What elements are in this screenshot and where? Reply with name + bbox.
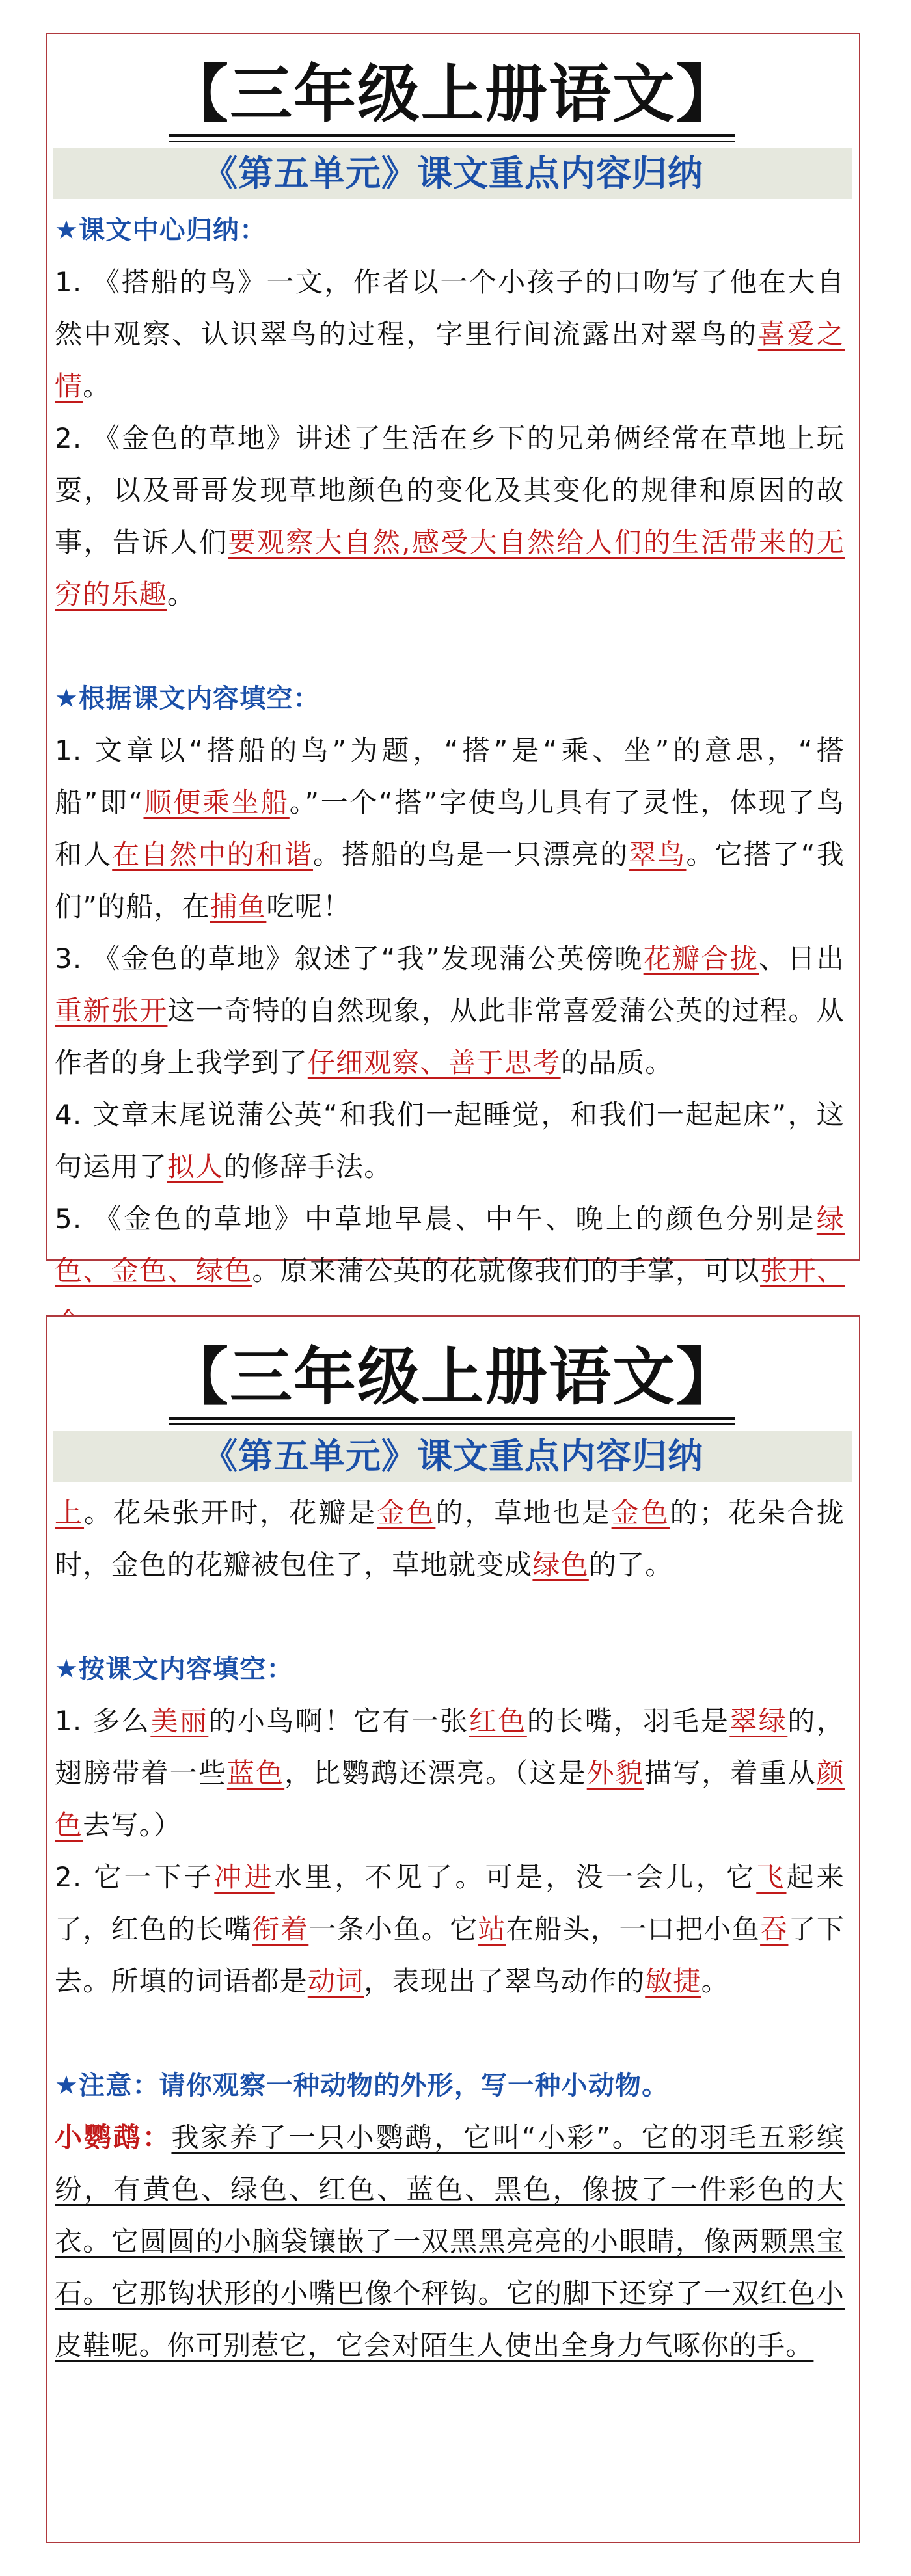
item-text: 了下去。所填的词语都是 (55, 1913, 845, 1997)
worksheet-page-2 (46, 1315, 860, 2543)
sample-text: 我家养了一只小鹦鹉，它叫“小彩”。它的羽毛五彩缤纷，有黄色、绿色、红色、蓝色、黑色，像披了一件彩色的大衣。它圆圆的小脑袋镶嵌了一双黑黑亮亮的小眼睛，像两颗黑宝石。它那钩状形的小嘴巴像个秤钩。它的脚下还穿了一双红色小皮鞋呢。你可别惹它，它会对陌生人使出全身力气啄你的手。 (55, 2121, 845, 2361)
answer-text: 重新张开 (55, 995, 168, 1026)
item-text: 。它搭了“我们”的船，在 (55, 839, 845, 922)
answer-text: 翠鸟 (629, 839, 687, 870)
answer-text: 美丽 (150, 1705, 209, 1737)
page-2-content (55, 1487, 845, 2372)
list-item (55, 1089, 845, 1193)
answer-text: 衔着 (252, 1913, 309, 1945)
item-text: ，比鹦鹉还漂亮。（这是 (284, 1757, 587, 1789)
item-text: 去写。） (83, 1809, 182, 1841)
answer-text: 在自然中的和谐 (112, 839, 314, 870)
title-underline-thin (169, 1423, 735, 1425)
sample-paragraph (55, 2112, 845, 2372)
list-item (55, 1695, 845, 1851)
answer-text: 站 (478, 1913, 506, 1945)
sample-label: 小鹦鹉： (55, 2121, 172, 2153)
spacer (55, 2007, 845, 2059)
item-text: 一条小鱼。它 (308, 1913, 478, 1945)
answer-text: 喜爱之情 (55, 318, 845, 402)
page-subtitle: 《第五单元》课文重点内容归纳 (53, 148, 852, 199)
item-text: 的长嘴，羽毛是 (526, 1705, 730, 1737)
item-text: 1. 文章以“搭船的鸟”为题，“搭”是“乘、坐”的意思，“搭船”即“ (55, 734, 845, 818)
answer-text: 金色 (377, 1497, 436, 1529)
answer-text: 绿色、金色、绿色 (55, 1203, 845, 1287)
item-text: 描写，着重从 (644, 1757, 817, 1789)
worksheet-page-1 (46, 33, 860, 1287)
page-subtitle: 《第五单元》课文重点内容归纳 (53, 1431, 852, 1482)
item-text: 。原来蒲公英的花就像我们的手掌，可以 (252, 1255, 761, 1287)
answer-text: 翠绿 (729, 1705, 788, 1737)
answer-text: 动词 (307, 1965, 364, 1997)
list-item (55, 1851, 845, 2007)
item-text: 的；花朵合拢时，金色的花瓣被包住了，草地就变成 (55, 1497, 845, 1581)
item-text: 的了。 (588, 1549, 673, 1581)
item-text: ，表现出了翠鸟动作的 (364, 1965, 646, 1997)
list-item (55, 412, 845, 621)
answer-text: 张开、 (760, 1255, 845, 1287)
answer-text: 上 (55, 1497, 85, 1529)
answer-text: 外貌 (586, 1757, 644, 1789)
item-text: 吃呢！ (266, 891, 351, 922)
item-text: 4. 文章末尾说蒲公英“和我们一起睡觉，和我们一起起床”，这句运用了 (55, 1099, 845, 1183)
spacer (55, 621, 845, 673)
item-text: 2. 它一下子 (55, 1861, 215, 1893)
item-text: 的品质。 (560, 1047, 673, 1079)
answer-text: 蓝色 (226, 1757, 285, 1789)
list-item (55, 256, 845, 412)
item-text: 2. 《金色的草地》讲述了生活在乡下的兄弟俩经常在草地上玩耍，以及哥哥发现草地颜色的变化及其变化的规律和原因的故事，告诉人们 (55, 422, 845, 558)
section-heading-fill: ★按课文内容填空： (55, 1654, 293, 1684)
item-text: 1. 多么 (55, 1705, 151, 1737)
answer-text: 颜色 (55, 1757, 845, 1841)
item-text: 、日出 (759, 943, 845, 974)
title-underline (169, 1417, 735, 1420)
answer-text: 飞 (756, 1861, 787, 1893)
page-title: 【三年级上册语文】 (166, 1341, 740, 1414)
answer-text: 冲进 (214, 1861, 275, 1893)
page-title: 【三年级上册语文】 (166, 58, 740, 131)
list-item (55, 725, 845, 933)
list-item-continued (55, 1487, 845, 1591)
item-text: 。 (83, 370, 111, 402)
section-heading-note: ★注意：请你观察一种动物的外形，写一种小动物。 (55, 2071, 669, 2100)
answer-text: 捕鱼 (210, 891, 267, 922)
item-text: 的，翅膀带着一些 (55, 1705, 845, 1789)
answer-text: 要观察大自然,感受大自然给人们的生活带来的无穷的乐趣 (55, 526, 845, 610)
item-text: 。搭船的鸟是一只漂亮的 (313, 839, 629, 870)
list-item (55, 933, 845, 1089)
item-text: 的修辞手法。 (223, 1151, 392, 1183)
item-text: 这一奇特的自然现象，从此非常喜爱蒲公英的过程。从作者的身上我学到了 (55, 995, 845, 1079)
item-text: 3. 《金色的草地》叙述了“我”发现蒲公英傍晚 (55, 943, 644, 974)
page-1-content (55, 204, 845, 1349)
item-text: 。花朵张开时，花瓣是 (84, 1497, 377, 1529)
item-text: 的，草地也是 (435, 1497, 612, 1529)
answer-text: 拟人 (167, 1151, 224, 1183)
answer-text: 金色 (611, 1497, 670, 1529)
answer-text: 红色 (469, 1705, 527, 1737)
item-text: 。”一个“搭”字使鸟儿具有了灵性，体现了鸟和人 (55, 786, 845, 870)
item-text: 。 (167, 578, 196, 610)
item-text: 起来了，红色的长嘴 (55, 1861, 845, 1945)
item-text: 的小鸟啊！它有一张 (208, 1705, 469, 1737)
item-text: 1. 《搭船的鸟》一文，作者以一个小孩子的口吻写了他在大自然中观察、认识翠鸟的过程，字里行间流露出对翠鸟的 (55, 266, 845, 350)
answer-text: 仔细观察、善于思考 (307, 1047, 561, 1079)
answer-text: 顺便乘坐船 (143, 786, 290, 818)
section-heading-fill: ★根据课文内容填空： (55, 684, 320, 714)
answer-text: 敏捷 (645, 1965, 701, 1997)
answer-text: 吞 (760, 1913, 789, 1945)
item-text: 。 (701, 1965, 729, 1997)
spacer (55, 1591, 845, 1643)
title-underline-thin (169, 141, 735, 142)
answer-text: 绿色 (532, 1549, 589, 1581)
item-text: 在船头，一口把小鱼 (506, 1913, 761, 1945)
item-text: 水里，不见了。可是，没一会儿，它 (274, 1861, 757, 1893)
item-text: 5. 《金色的草地》中草地早晨、中午、晚上的颜色分别是 (55, 1203, 817, 1235)
section-heading-center: ★课文中心归纳： (55, 215, 267, 245)
answer-text: 花瓣合拢 (643, 943, 759, 974)
title-underline (169, 134, 735, 137)
